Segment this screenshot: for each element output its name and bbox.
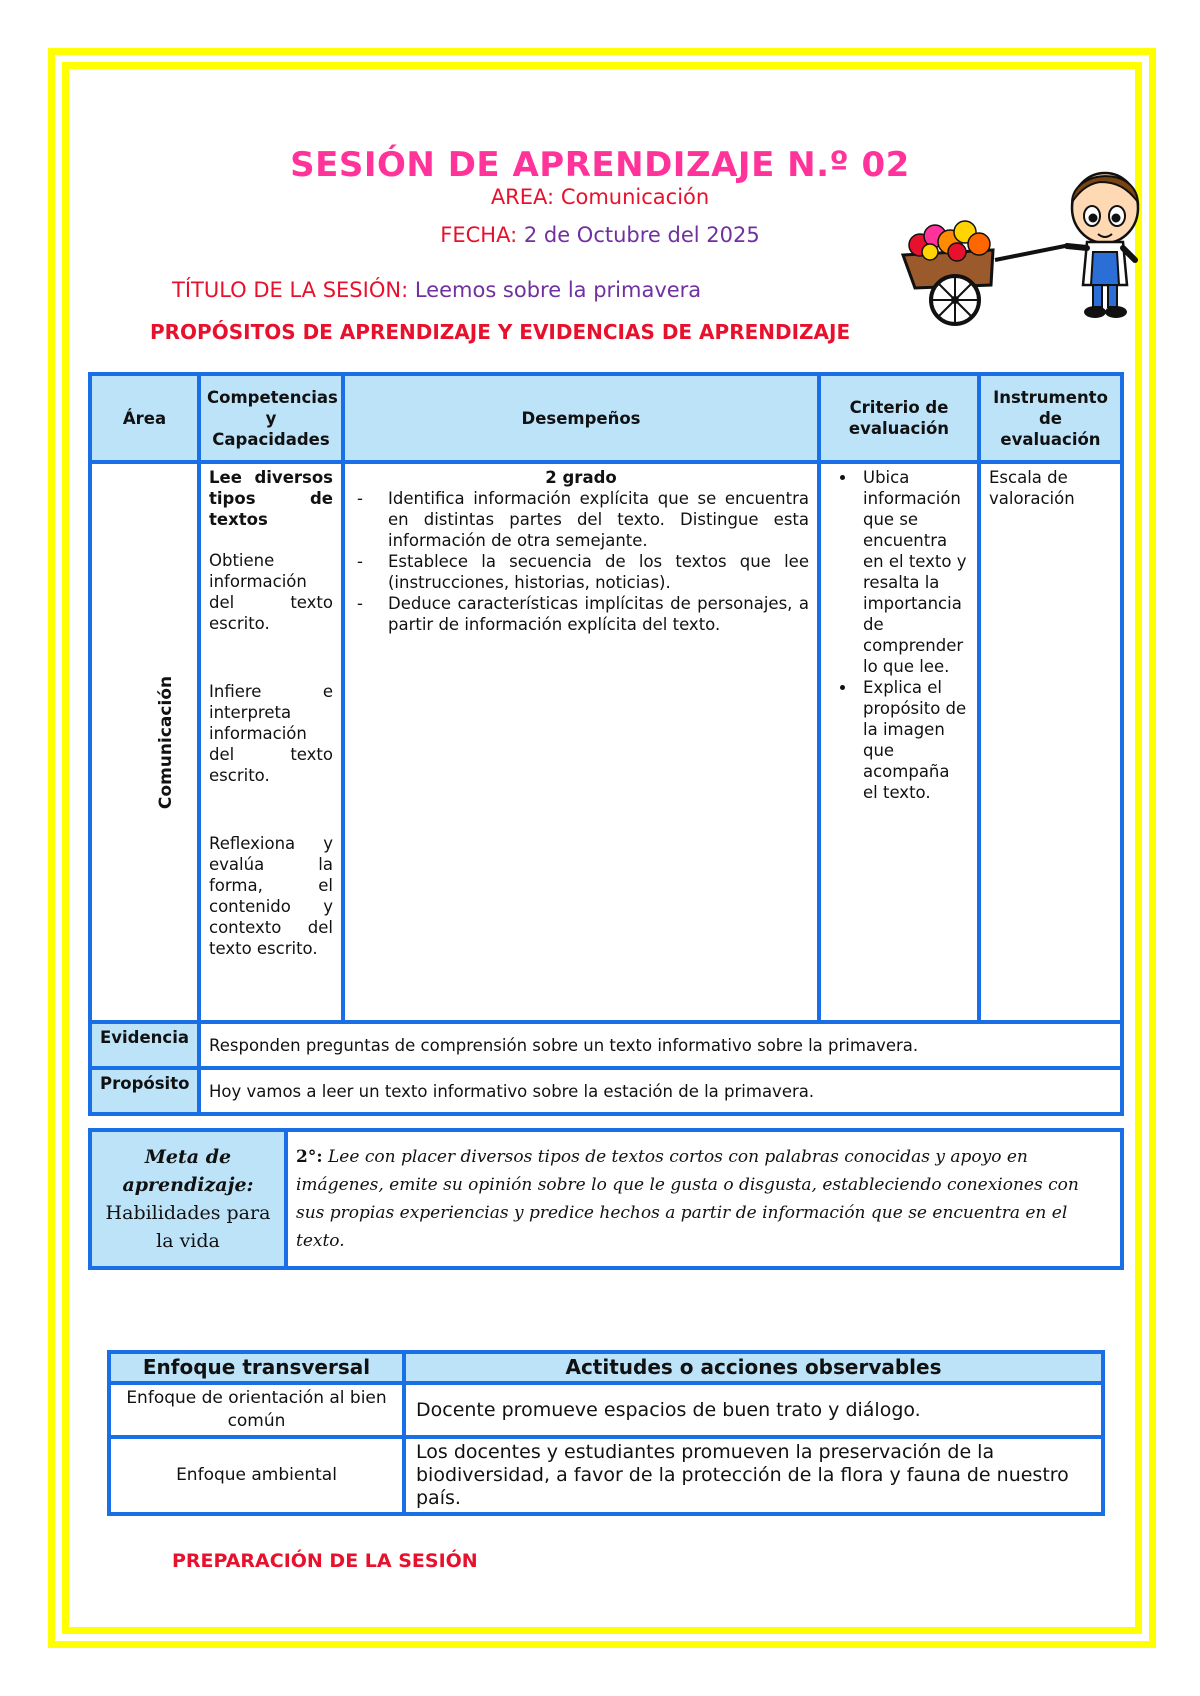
competencias-cell — [199, 462, 343, 1022]
propositos-heading: PROPÓSITOS DE APRENDIZAJE Y EVIDENCIAS DE APRENDIZAJE — [150, 320, 851, 344]
evidencia-row — [90, 1022, 1122, 1068]
enfoques-header-actitudes: Actitudes o acciones observables — [404, 1352, 1103, 1383]
evidencia-value: Responden preguntas de comprensión sobre un texto informativo sobre la primavera. — [199, 1022, 1122, 1068]
enfoques-table — [107, 1350, 1105, 1516]
header-instrumento: Instrumento de evaluación — [979, 374, 1122, 462]
fecha-value: 2 de Octubre del 2025 — [523, 223, 760, 247]
header-competencias: Competencias y Capacidades — [199, 374, 343, 462]
desempenos-cell — [343, 462, 819, 1022]
area-vertical-label: Comunicación — [156, 675, 177, 810]
area-cell — [90, 462, 199, 1022]
meta-text-cell — [286, 1130, 1122, 1268]
capacidad-item: Infiere e interpreta información del texto escrito. — [209, 682, 333, 785]
session-subtitle — [172, 278, 701, 302]
meta-table — [88, 1128, 1124, 1270]
list-item: • Ubica información que se encuentra en el texto y resalta la importancia de comprender lo que lee. — [857, 467, 969, 677]
area-label: AREA: — [490, 185, 555, 209]
table-header-row — [90, 374, 1122, 462]
meta-label-cell — [90, 1130, 286, 1268]
capacidad-item: Reflexiona y evalúa la forma, el contenido y contexto del texto escrito. — [209, 834, 333, 958]
titulo-value: Leemos sobre la primavera — [414, 278, 702, 302]
table-row — [109, 1383, 1103, 1437]
grado-label: 2 grado — [545, 468, 617, 487]
meta-sublabel: Habilidades para la vida — [105, 1202, 271, 1252]
criterios-list — [829, 467, 969, 803]
enfoques-header-row — [109, 1352, 1103, 1383]
header-desempenos: Desempeños — [343, 374, 819, 462]
table-row — [109, 1437, 1103, 1514]
enfoque-name: Enfoque de orientación al bien común — [109, 1383, 404, 1437]
desempenos-list — [353, 488, 809, 635]
header-criterio: Criterio de evaluación — [819, 374, 979, 462]
meta-row — [90, 1130, 1122, 1268]
meta-label: Meta de aprendizaje: — [122, 1146, 254, 1196]
preparacion-heading: PREPARACIÓN DE LA SESIÓN — [172, 1550, 478, 1572]
list-item: - Establece la secuencia de los textos que lee (instrucciones, historias, noticias). — [353, 551, 809, 593]
list-item: - Deduce características implícitas de personajes, a partir de información explícita del texto. — [353, 593, 809, 635]
evidencia-label: Evidencia — [90, 1022, 199, 1068]
capacidad-item: Obtiene información del texto escrito. — [209, 551, 333, 633]
enfoques-header-transversal: Enfoque transversal — [109, 1352, 404, 1383]
meta-text: Lee con placer diversos tipos de textos cortos con palabras conocidas y apoyo en imágenes, emite su opinión sobre lo que le gusta o disgusta, estableciendo conexiones con sus propias experiencias y predice hechos a partir de información que se encuentra en el texto. — [296, 1147, 1079, 1251]
area-value: Comunicación — [560, 185, 710, 209]
table-row — [90, 462, 1122, 1022]
proposito-row — [90, 1068, 1122, 1114]
fecha-label: FECHA: — [440, 223, 518, 247]
competencies-table — [88, 372, 1124, 1116]
competencia-title: Lee diversos tipos de textos — [209, 468, 333, 529]
header-area: Área — [90, 374, 199, 462]
session-title: SESIÓN DE APRENDIZAJE N.º 02 — [290, 145, 910, 185]
enfoque-name: Enfoque ambiental — [109, 1437, 404, 1514]
list-item: - Identifica información explícita que se encuentra en distintas partes del texto. Distingue esta información de otra semejante. — [353, 488, 809, 551]
titulo-label: TÍTULO DE LA SESIÓN: — [172, 278, 409, 302]
boy-flower-cart-illustration — [895, 160, 1140, 330]
proposito-value: Hoy vamos a leer un texto informativo sobre la estación de la primavera. — [199, 1068, 1122, 1114]
meta-grade-marker: 2°: — [296, 1147, 323, 1167]
enfoque-actitud: Los docentes y estudiantes promueven la preservación de la biodiversidad, a favor de la protección de la flora y fauna de nuestro país. — [404, 1437, 1103, 1514]
instrumento-cell: Escala de valoración — [979, 462, 1122, 1022]
criterios-cell — [819, 462, 979, 1022]
enfoque-actitud: Docente promueve espacios de buen trato y diálogo. — [404, 1383, 1103, 1437]
proposito-label: Propósito — [90, 1068, 199, 1114]
list-item: • Explica el propósito de la imagen que acompaña el texto. — [857, 677, 969, 803]
